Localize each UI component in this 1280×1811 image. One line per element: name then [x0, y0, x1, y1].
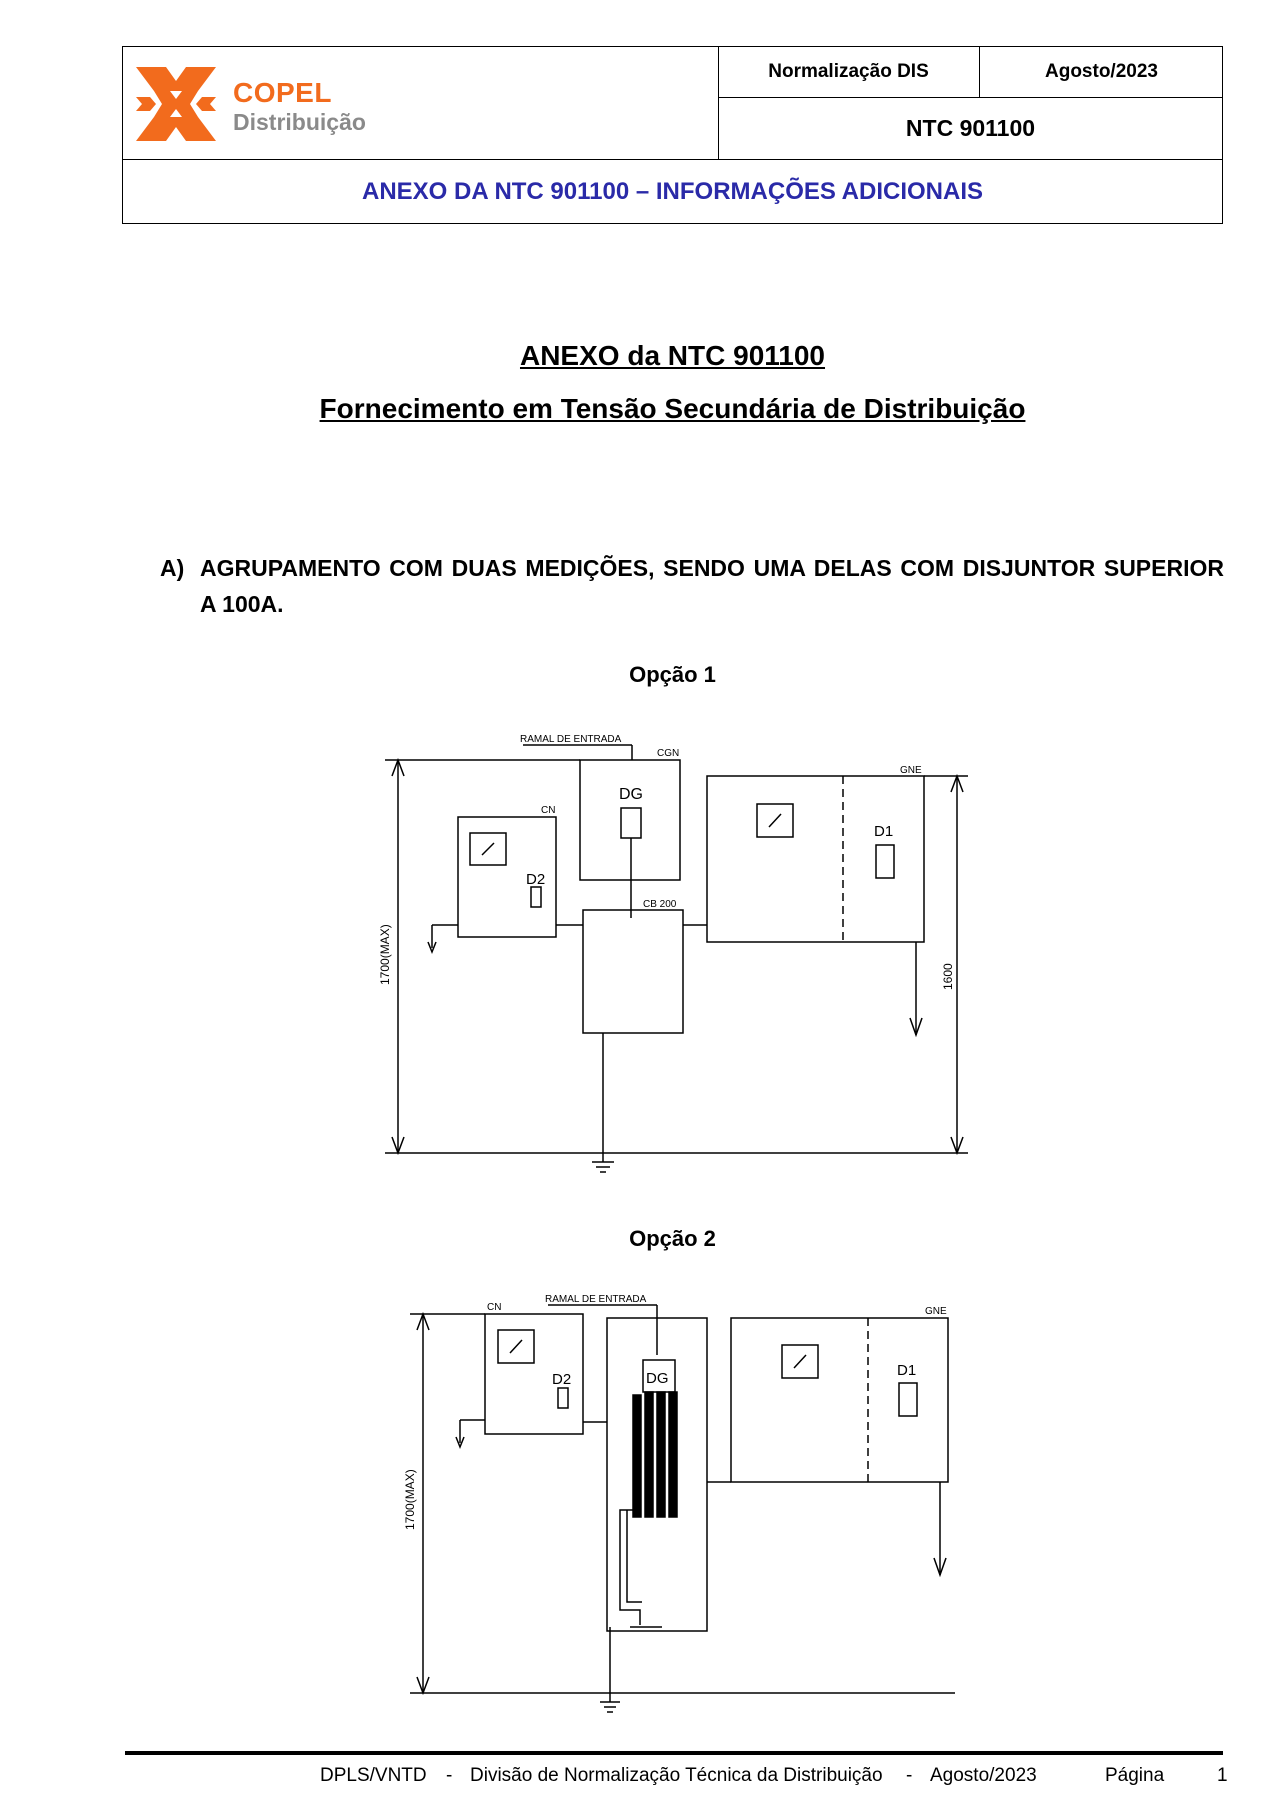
d1-label: D1 [874, 823, 894, 840]
ramal-label: RAMAL DE ENTRADA [545, 1294, 647, 1305]
dimension-arrow [951, 1137, 963, 1153]
page-subtitle: Fornecimento em Tensão Secundária de Distribuição [319, 393, 1026, 424]
normalization-label: Normalização DIS [768, 61, 929, 82]
section-label: A) [160, 555, 185, 581]
footer-page-label: Página [1105, 1765, 1165, 1786]
cgn-label: CGN [657, 748, 680, 759]
dimension-arrow [417, 1677, 429, 1693]
footer-separator: - [906, 1765, 913, 1786]
d1-breaker [899, 1383, 917, 1416]
dimension-arrow [392, 760, 404, 776]
busbar [645, 1392, 653, 1517]
d2-label: D2 [552, 1371, 572, 1388]
header-table [122, 46, 1223, 224]
dg-label: DG [619, 786, 643, 803]
cn-label: CN [541, 805, 556, 816]
dimension-arrow [417, 1314, 429, 1330]
dimension-arrow [392, 1137, 404, 1153]
cn-box [458, 817, 556, 937]
meter-mark [769, 814, 781, 827]
neutral-wire [627, 1510, 642, 1602]
meter-mark [510, 1340, 522, 1353]
meter-mark [482, 843, 494, 855]
option1-title: Opção 1 [629, 662, 716, 687]
meter-display [470, 833, 506, 865]
logo-cell [123, 47, 719, 159]
dimension-arrow [951, 776, 963, 792]
meter-display [757, 804, 793, 837]
cn-box [485, 1314, 583, 1434]
d2-label: D2 [526, 871, 546, 888]
center-box [607, 1318, 707, 1631]
cb200-box [583, 910, 683, 1033]
d1-label: D1 [897, 1362, 917, 1379]
dimension-right-label: 1600 [941, 963, 955, 990]
d2-breaker [558, 1388, 568, 1408]
busbar [669, 1392, 677, 1517]
footer-page-number: 1 [1217, 1765, 1228, 1786]
cn-label: CN [487, 1302, 502, 1313]
footer-dept: DPLS/VNTD [320, 1765, 427, 1786]
d2-breaker [531, 887, 541, 907]
meter-mark [794, 1355, 806, 1368]
copel-logo-icon [136, 67, 216, 141]
header-date: Agosto/2023 [1045, 61, 1158, 82]
gne-label: GNE [925, 1306, 947, 1317]
footer-rule [125, 1751, 1223, 1755]
arrow-head [456, 1437, 464, 1447]
dg-label: DG [646, 1370, 669, 1387]
gne-label: GNE [900, 765, 922, 776]
ramal-label: RAMAL DE ENTRADA [520, 734, 622, 745]
dimension-left-label: 1700(MAX) [403, 1469, 417, 1530]
option2-title: Opção 2 [629, 1226, 716, 1251]
logo-name: COPEL [233, 77, 332, 108]
arrow-head [910, 1018, 922, 1035]
dimension-left-label: 1700(MAX) [378, 924, 392, 985]
footer-separator: - [446, 1765, 453, 1786]
annex-title: ANEXO DA NTC 901100 – INFORMAÇÕES ADICIONAIS [361, 178, 983, 205]
dg-breaker [621, 808, 641, 838]
d1-breaker [876, 845, 894, 878]
busbar [657, 1392, 665, 1517]
arrow-head [934, 1558, 946, 1575]
footer-date: Agosto/2023 [930, 1765, 1037, 1786]
dg-breaker [643, 1360, 675, 1392]
page-title: ANEXO da NTC 901100 [519, 340, 826, 371]
meter-display [498, 1330, 534, 1363]
footer-division: Divisão de Normalização Técnica da Distribuição [470, 1765, 883, 1786]
neutral-wire [620, 1510, 640, 1625]
logo-subtitle: Distribuição [233, 109, 366, 135]
section-text: AGRUPAMENTO COM DUAS MEDIÇÕES, SENDO UMA DELAS COM DISJUNTOR SUPERIOR A 100A. [200, 555, 1224, 617]
gne-box [707, 776, 924, 942]
gne-box [731, 1318, 948, 1482]
cb-label: CB 200 [643, 899, 677, 910]
cgn-box [580, 760, 680, 880]
meter-display [782, 1345, 818, 1378]
document-code: NTC 901100 [905, 115, 1036, 141]
busbar [633, 1395, 641, 1517]
arrow-head [428, 942, 436, 952]
